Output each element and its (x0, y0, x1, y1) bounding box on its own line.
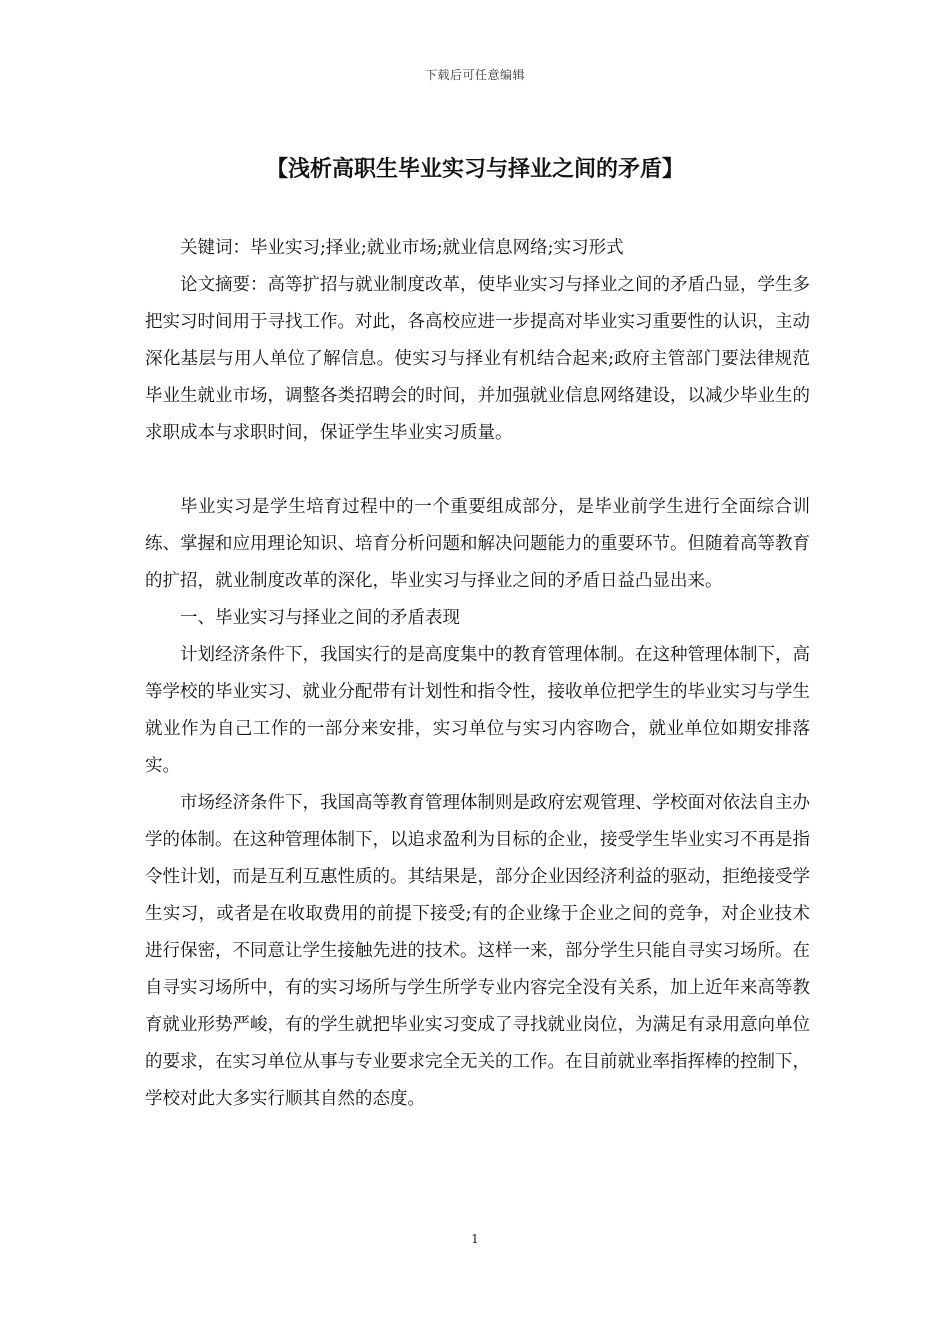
document-body (145, 230, 810, 1118)
paragraph-gap (145, 452, 810, 489)
body-paragraph: 市场经济条件下，我国高等教育管理体制则是政府宏观管理、学校面对依法自主办学的体制。在这种管理体制下，以追求盈利为目标的企业，接受学生毕业实习不再是指令性计划，而是互利互惠性质的。其结果是，部分企业因经济利益的驱动，拒绝接受学生实习，或者是在收取费用的前提下接受;有的企业缘于企业之间的竞争，对企业技术进行保密，不同意让学生接触先进的技术。这样一来，部分学生只能自寻实习场所。在自寻实习场所中，有的实习场所与学生所学专业内容完全没有关系，加上近年来高等教育就业形势严峻，有的学生就把毕业实习变成了寻找就业岗位，为满足有录用意向单位的要求，在实习单位从事与专业要求完全无关的工作。在目前就业率指挥棒的控制下，学校对此大多实行顺其自然的态度。 (145, 793, 810, 1109)
abstract-paragraph: 论文摘要：高等扩招与就业制度改革，使毕业实习与择业之间的矛盾凸显，学生多把实习时间用于寻找工作。对此，各高校应进一步提高对毕业实习重要性的认识，主动深化基层与用人单位了解信息。使实习与择业有机结合起来;政府主管部门要法律规范毕业生就业市场，调整各类招聘会的时间，并加强就业信息网络建设，以减少毕业生的求职成本与求职时间，保证学生毕业实习质量。 (145, 275, 810, 443)
intro-paragraph: 毕业实习是学生培育过程中的一个重要组成部分，是毕业前学生进行全面综合训练、掌握和应用理论知识、培育分析问题和解决问题能力的重要环节。但随着高等教育的扩招，就业制度改革的深化，毕业实习与择业之间的矛盾日益凸显出来。 (145, 497, 810, 591)
keywords-paragraph: 关键词：毕业实习;择业;就业市场;就业信息网络;实习形式 (180, 238, 624, 258)
body-paragraph: 计划经济条件下，我国实行的是高度集中的教育管理体制。在这种管理体制下，高等学校的毕业实习、就业分配带有计划性和指令性，接收单位把学生的毕业实习与学生就业作为自己工作的一部分来安排，实习单位与实习内容吻合，就业单位如期安排落实。 (145, 645, 810, 776)
section-heading: 一、毕业实习与择业之间的矛盾表现 (180, 608, 460, 628)
header-note: 下载后可任意编辑 (424, 68, 525, 82)
document-title: 【浅析高职生毕业实习与择业之间的矛盾】 (265, 156, 684, 182)
page-number: 1 (471, 1232, 479, 1246)
